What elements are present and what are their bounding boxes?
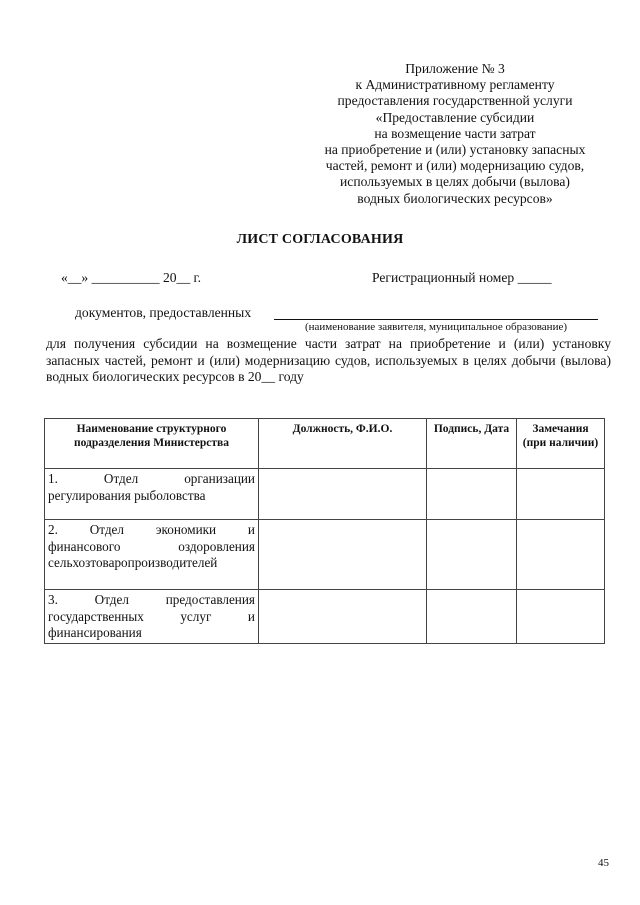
signature-cell	[427, 590, 517, 644]
signature-cell	[427, 520, 517, 590]
department-cell	[45, 520, 259, 590]
department-name-first: 3. Отдел предоставления государственных услуг и	[48, 592, 255, 624]
documents-label: документов, предоставленных	[75, 305, 252, 320]
appendix-line: на приобретение и (или) установку запасных	[324, 142, 586, 158]
appendix-header	[300, 61, 610, 207]
header-remarks: Замечания (при наличии)	[517, 419, 605, 469]
remarks-cell	[517, 590, 605, 644]
table-row	[45, 590, 605, 644]
position-cell	[259, 520, 427, 590]
department-name-rest: регулирования рыболовства	[48, 487, 206, 503]
department-cell	[45, 469, 259, 520]
appendix-line: Приложение № 3	[405, 61, 505, 76]
appendix-line: к Административному регламенту	[355, 77, 555, 93]
header-signature-date: Подпись, Дата	[427, 419, 517, 469]
page-number: 45	[598, 857, 609, 869]
department-name-rest: финансирования	[48, 625, 142, 640]
appendix-line: на возмещение части затрат	[374, 125, 536, 141]
department-name-rest: финансового оздоровления сельхозтоваропроизводителей	[48, 538, 255, 570]
position-cell	[259, 590, 427, 644]
appendix-line: используемых в целях добычи (вылова)	[340, 174, 570, 190]
remarks-cell	[517, 520, 605, 590]
registration-number-line: Регистрационный номер _____	[372, 270, 552, 285]
appendix-line: водных биологических ресурсов»	[357, 190, 553, 206]
appendix-line: предоставления государственной услуги	[337, 93, 573, 109]
header-position-name: Должность, Ф.И.О.	[259, 419, 427, 469]
applicant-fill-line	[274, 319, 598, 320]
approval-table	[44, 418, 605, 644]
department-cell	[45, 590, 259, 644]
appendix-line: частей, ремонт и (или) модернизацию судов,	[325, 158, 585, 174]
date-line: «__» __________ 20__ г.	[61, 270, 201, 285]
header-department: Наименование структурного подразделения Министерства	[45, 419, 259, 469]
table-row	[45, 520, 605, 590]
remarks-cell	[517, 469, 605, 520]
applicant-caption: (наименование заявителя, муниципальное образование)	[304, 321, 568, 333]
position-cell	[259, 469, 427, 520]
appendix-line: «Предоставление субсидии	[375, 109, 535, 125]
signature-cell	[427, 469, 517, 520]
department-name-first: 2. Отдел экономики и	[48, 522, 255, 537]
purpose-paragraph: для получения субсидии на возмещение части затрат на приобретение и (или) установку запасных частей, ремонт и (или) модернизацию судов, используемых в целях добычи (вылова) водных биологических ресурсов в 20__ году	[46, 336, 611, 384]
table-row	[45, 469, 605, 520]
table-header-row	[45, 419, 605, 469]
department-name-first: 1. Отдел организации	[48, 471, 255, 486]
document-title: ЛИСТ СОГЛАСОВАНИЯ	[236, 232, 404, 247]
